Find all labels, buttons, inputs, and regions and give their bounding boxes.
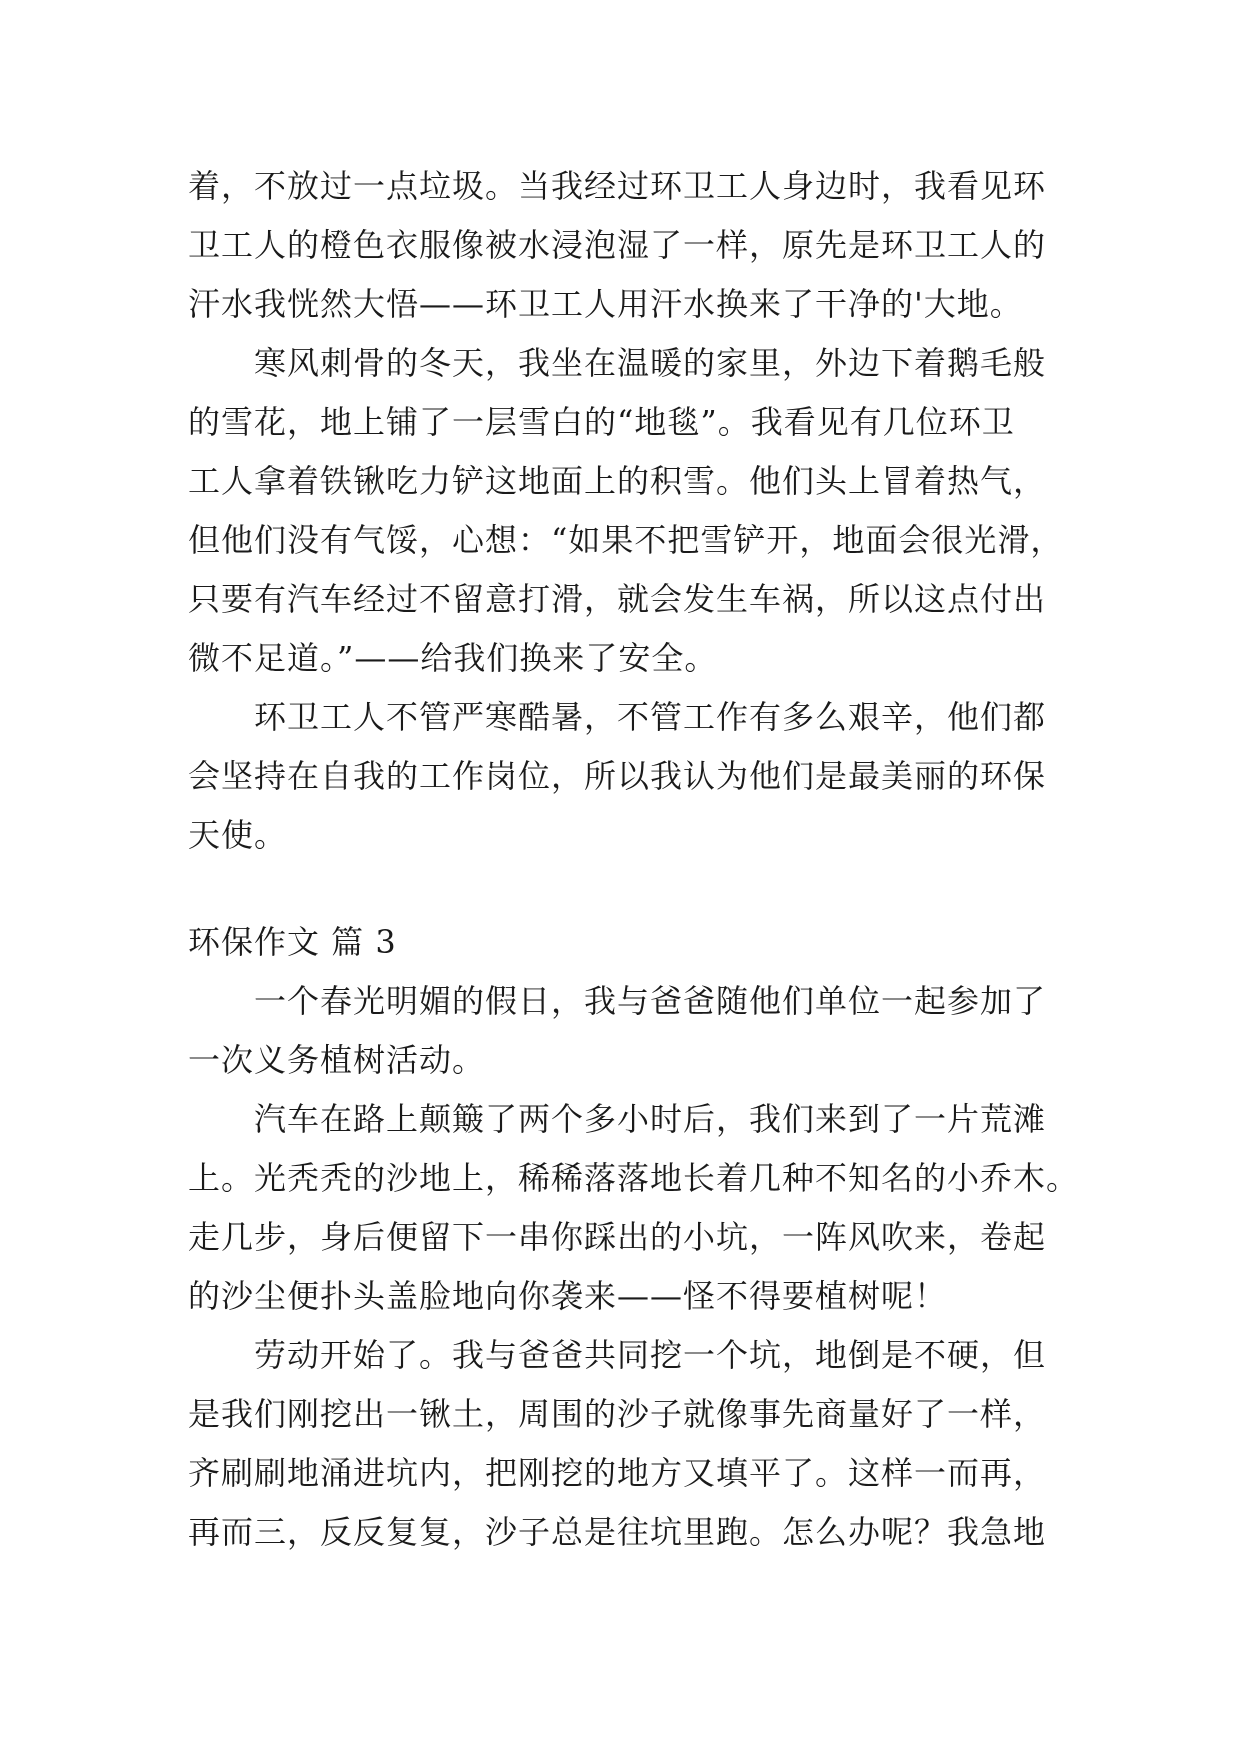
text-line: 寒风刺骨的冬天，我坐在温暖的家里，外边下着鹅毛般 [254, 344, 1047, 382]
paragraph [188, 1326, 1058, 1562]
text-line: 着，不放过一点垃圾。当我经过环卫工人身边时，我看见环 [188, 167, 1047, 205]
text-line: 天使。 [188, 816, 288, 854]
text-line: 但他们没有气馁，心想：“如果不把雪铲开，地面会很光滑， [188, 521, 1064, 559]
text-line: 是我们刚挖出一锹土，周围的沙子就像事先商量好了一样， [188, 1395, 1047, 1433]
text-line: 齐刷刷地涌进坑内，把刚挖的地方又填平了。这样一而再， [188, 1454, 1047, 1492]
paragraph [188, 334, 1064, 688]
essay-continuation [188, 157, 1064, 865]
paragraph [188, 1090, 1080, 1326]
text-line: 只要有汽车经过不留意打滑，就会发生车祸，所以这点付出 [188, 580, 1047, 618]
text-line: 汗水我恍然大悟——环卫工人用汗水换来了干净的'大地。 [188, 285, 1023, 323]
essay-section-3 [188, 913, 1080, 1562]
text-line: 的沙尘便扑头盖脸地向你袭来——怪不得要植树呢！ [188, 1277, 948, 1315]
text-line: 走几步，身后便留下一串你踩出的小坑，一阵风吹来，卷起 [188, 1218, 1047, 1256]
text-line: 一次义务植树活动。 [188, 1041, 486, 1079]
text-line: 微不足道。”——给我们换来了安全。 [188, 639, 718, 677]
text-line: 一个春光明媚的假日，我与爸爸随他们单位一起参加了 [254, 982, 1047, 1020]
text-line: 环卫工人不管严寒酷暑，不管工作有多么艰辛，他们都 [254, 698, 1047, 736]
text-line: 工人拿着铁锹吃力铲这地面上的积雪。他们头上冒着热气， [188, 462, 1047, 500]
text-line: 的雪花，地上铺了一层雪白的“地毯”。我看见有几位环卫 [188, 403, 1015, 441]
text-line: 汽车在路上颠簸了两个多小时后，我们来到了一片荒滩 [254, 1100, 1047, 1138]
text-line: 卫工人的橙色衣服像被水浸泡湿了一样，原先是环卫工人的 [188, 226, 1047, 264]
text-line: 再而三，反反复复，沙子总是往坑里跑。怎么办呢？我急地 [188, 1513, 1047, 1551]
text-line: 会坚持在自我的工作岗位，所以我认为他们是最美丽的环保 [188, 757, 1047, 795]
text-line: 劳动开始了。我与爸爸共同挖一个坑，地倒是不硬，但 [254, 1336, 1047, 1374]
paragraph [188, 157, 1058, 334]
section-title: 环保作文 篇 3 [188, 923, 397, 961]
paragraph [188, 972, 1058, 1090]
text-line: 上。光秃秃的沙地上，稀稀落落地长着几种不知名的小乔木。 [188, 1159, 1080, 1197]
paragraph [188, 688, 1058, 865]
